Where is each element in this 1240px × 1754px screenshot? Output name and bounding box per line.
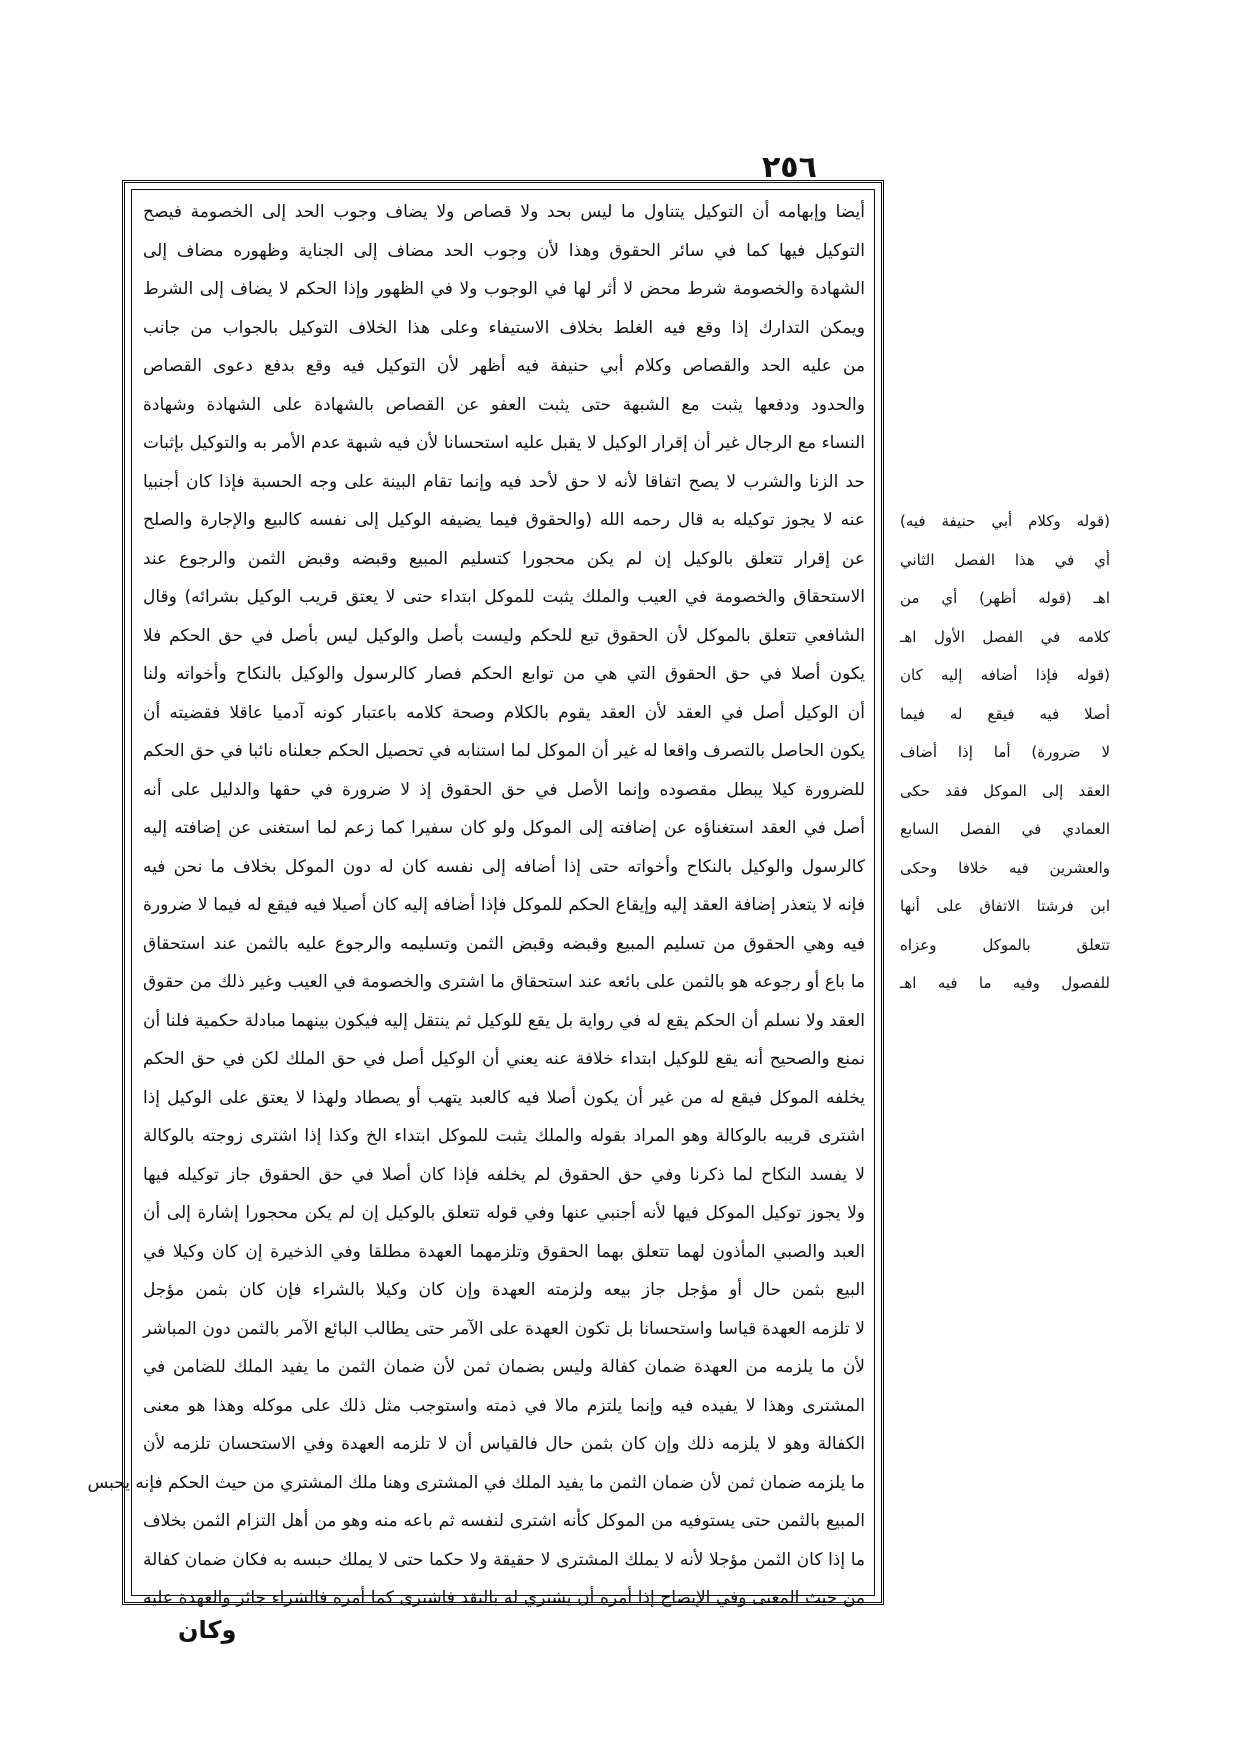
text-line: يخلفه الموكل فيقع له من غير أن يكون أصلا فيه كالعبد يتهب أو يصطاد ولهذا لا يعتق على الوكيل إذا bbox=[143, 1087, 865, 1108]
text-line: لا تلزمه العهدة قياسا واستحسانا بل تكون العهدة على الآمر حتى يطالب البائع الآمر بالثمن دون المباشر bbox=[143, 1318, 865, 1339]
margin-note-line: للفصول وفيه ما فيه اهـ bbox=[900, 974, 1110, 992]
main-text-frame bbox=[87, 180, 884, 1608]
text-line: من حيث المعنى وفي الإيضاح إذا أمره أن يشتري له بالنقد فاشترى كما أمره فالشراء جائز والعهدة عليه bbox=[143, 1588, 865, 1608]
margin-note-line: ابن فرشتا الاتفاق على أنها bbox=[900, 897, 1110, 915]
text-line: حد الزنا والشرب لا يصح اتفاقا لأنه لا حق لأحد فيه وإنما تقام البينة على وجه الحسبة فإذا كان أجنبيا bbox=[143, 471, 865, 492]
text-line: ما باع أو رجوعه هو بالثمن على بائعه عند استحقاق ما اشترى والخصومة في العيب وغير ذلك من حقوق bbox=[143, 972, 865, 992]
text-line: الاستحقاق والخصومة في العيب والملك يثبت للموكل ابتداء حتى لا يعتق قريب الوكيل بشرائه) وقال bbox=[143, 587, 865, 607]
margin-note-line: والعشرين فيه خلافا وحكى bbox=[900, 858, 1110, 877]
text-line: فإنه لا يتعذر إضافة العقد إليه وإيقاع الحكم للموكل فإذا أضافه إليه كان أصيلا فيه فيقع له فيما لا ضرورة bbox=[143, 895, 865, 915]
text-line: الكفالة وهو لا يلزمه ذلك وإن كان بثمن حال فالقياس أن لا تلزمه العهدة وفي الاستحسان تلزمه لأن bbox=[143, 1434, 865, 1454]
text-line: فيه وهي الحقوق من تسليم المبيع وقبضه وقبض الثمن وتسليمه والرجوع عليه بالثمن عند استحقاق bbox=[143, 933, 865, 954]
margin-commentary bbox=[900, 502, 1110, 1003]
margin-note-line: كلامه في الفصل الأول اهـ bbox=[900, 627, 1110, 646]
text-line: الشهادة والخصومة شرط محض لا أثر لها في الوجوب ولا في الظهور وإذا الحكم لا يضاف إلى الشرط bbox=[143, 279, 865, 299]
text-line: أصل في العقد استغناؤه عن إضافته إلى الموكل ولو كان سفيرا كما زعم لما استغنى عن إضافته إليه bbox=[143, 818, 865, 838]
margin-note-line: أصلا فيه فيقع له فيما bbox=[900, 704, 1110, 723]
text-line: يكون الحاصل بالتصرف واقعا له غير أن الموكل لما استنابه في تحصيل الحكم جعلناه نائبا في حق الحكم bbox=[143, 741, 865, 761]
text-line: العقد ولا نسلم أن الحكم يقع له في رواية بل يقع للوكيل ثم ينتقل إليه فيكون بينهما مبادلة حكمية فلنا أن bbox=[143, 1010, 865, 1031]
text-line: لا يفسد النكاح لما ذكرنا وفي حق الحقوق لم يخلفه فإذا كان أصلا في حق الحقوق جاز توكيله فيها bbox=[143, 1164, 865, 1185]
text-line: للضرورة كيلا يبطل مقصوده وإنما الأصل في حق الحقوق إذ لا ضرورة في حقها والدليل على أنه bbox=[143, 779, 865, 800]
page-number: ٢٥٦ bbox=[762, 150, 817, 185]
text-line: يكون أصلا في حق الحقوق التي هي من توابع الحكم فصار كالرسول والوكيل بالنكاح وأخواته ولنا bbox=[143, 664, 865, 684]
text-line: نمنع والصحيح أنه يقع للوكيل ابتداء خلافة عنه يعني أن الوكيل أصل في حق الملك لكن في حق الحكم bbox=[143, 1049, 865, 1069]
text-line: المشترى وهذا لا يفيده فيه وإنما يلتزم مالا في ذمته واستوجب مثل ذلك على موكله وهذا هو معنى bbox=[143, 1395, 865, 1416]
text-line: التوكيل فيها كما في سائر الحقوق وهذا لأن وجوب الحد مضاف إلى الجناية وظهوره مضاف إلى bbox=[143, 240, 865, 261]
margin-note-line: العمادي في الفصل السابع bbox=[900, 820, 1110, 838]
text-line: لأن ما يلزمه من العهدة ضمان كفالة وليس بضمان ثمن لأن ضمان الثمن ما يفيد الملك للضامن في bbox=[143, 1357, 865, 1377]
text-line: اشترى قريبه بالوكالة وهو المراد بقوله والملك يثبت للموكل ابتداء الخ وكذا إذا اشترى زوجته بالوكالة bbox=[143, 1126, 865, 1146]
margin-note-line: (قوله وكلام أبي حنيفة فيه) bbox=[900, 512, 1110, 530]
text-line: ولا يجوز توكيل الموكل فيها لأنه أجنبي عنها وفي قوله تتعلق بالوكيل إن لم يكن محجورا إشارة إلى أن bbox=[143, 1203, 865, 1223]
text-line: ما إذا كان الثمن مؤجلا لأنه لا يملك المشترى لا حقيقة ولا حكما حتى لا يملك حبسه به فكان ضمان كفالة bbox=[143, 1549, 865, 1570]
text-line: كالرسول والوكيل بالنكاح وأخواته حتى إذا أضافه إلى نفسه كان له دون الموكل بخلاف ما نحن فيه bbox=[143, 856, 865, 877]
text-line: أن الوكيل أصل في العقد لأن العقد يقوم بالكلام وصحة كلامه باعتبار كونه آدميا عاقلا فقضيته أن bbox=[143, 702, 865, 723]
text-line: ويمكن التدارك إذا وقع فيه الغلط بخلاف الاستيفاء وعلى هذا الخلاف التوكيل بالجواب من جانب bbox=[143, 317, 865, 338]
text-line: المبيع بالثمن حتى يستوفيه من الموكل كأنه اشترى لنفسه ثم باعه منه وهو من أهل التزام الثمن بخلاف bbox=[143, 1511, 865, 1531]
text-line: عن إقرار تتعلق بالوكيل إن لم يكن محجورا كتسليم المبيع وقبضه وقبض الثمن والرجوع عند bbox=[143, 548, 865, 569]
text-line: ما يلزمه ضمان ثمن لأن ضمان الثمن ما يفيد الملك في المشترى وهنا ملك المشتري من حيث الحكم فإنه يحبس bbox=[87, 1472, 865, 1493]
text-line: العبد والصبي المأذون لهما تتعلق بهما الحقوق وتلزمهما العهدة مطلقا وفي الذخيرة إن كان وكيلا في bbox=[143, 1241, 865, 1262]
margin-note-line: تتعلق بالموكل وعزاه bbox=[900, 935, 1110, 954]
margin-note-line: اهـ (قوله أظهر) أي من bbox=[900, 589, 1110, 607]
text-line: من عليه الحد والقصاص وكلام أبي حنيفة فيه أظهر لأن التوكيل فيه وقع بدفع دعوى القصاص bbox=[143, 356, 865, 376]
main-text-body bbox=[87, 193, 865, 1608]
catchword: وكان bbox=[178, 1616, 237, 1644]
margin-note-line: (قوله فإذا أضافه إليه كان bbox=[900, 666, 1110, 684]
text-line: الشافعي تتعلق بالموكل لأن الحقوق تبع للحكم وليست بأصل والوكيل ليس بأصل في حق الحكم فلا bbox=[143, 625, 865, 646]
text-line: والحدود ودفعها يثبت مع الشبهة حتى يثبت العفو عن القصاص بالشهادة على الشهادة وشهادة bbox=[143, 394, 865, 415]
margin-note-line: لا ضرورة) أما إذا أضاف bbox=[900, 743, 1110, 761]
margin-note-line: أي في هذا الفصل الثاني bbox=[900, 550, 1110, 569]
text-line: أيضا وإبهامه أن التوكيل يتناول ما ليس بحد ولا قصاص ولا يضاف وجوب الحد إلى الخصومة فيصح bbox=[143, 202, 865, 222]
margin-note-line: العقد إلى الموكل فقد حكى bbox=[900, 781, 1110, 800]
text-line: البيع بثمن حال أو مؤجل جاز بيعه ولزمته العهدة وإن كان وكيلا بالشراء فإن كان بثمن مؤجل bbox=[143, 1280, 865, 1300]
text-line: عنه لا يجوز توكيله به قال رحمه الله (والحقوق فيما يضيفه الوكيل إلى نفسه كالبيع والإجارة والصلح bbox=[143, 510, 865, 530]
text-line: النساء مع الرجال غير أن إقرار الوكيل لا يقبل عليه استحسانا لأن فيه شبهة عدم الأمر به والتوكيل بإثبات bbox=[143, 433, 865, 453]
